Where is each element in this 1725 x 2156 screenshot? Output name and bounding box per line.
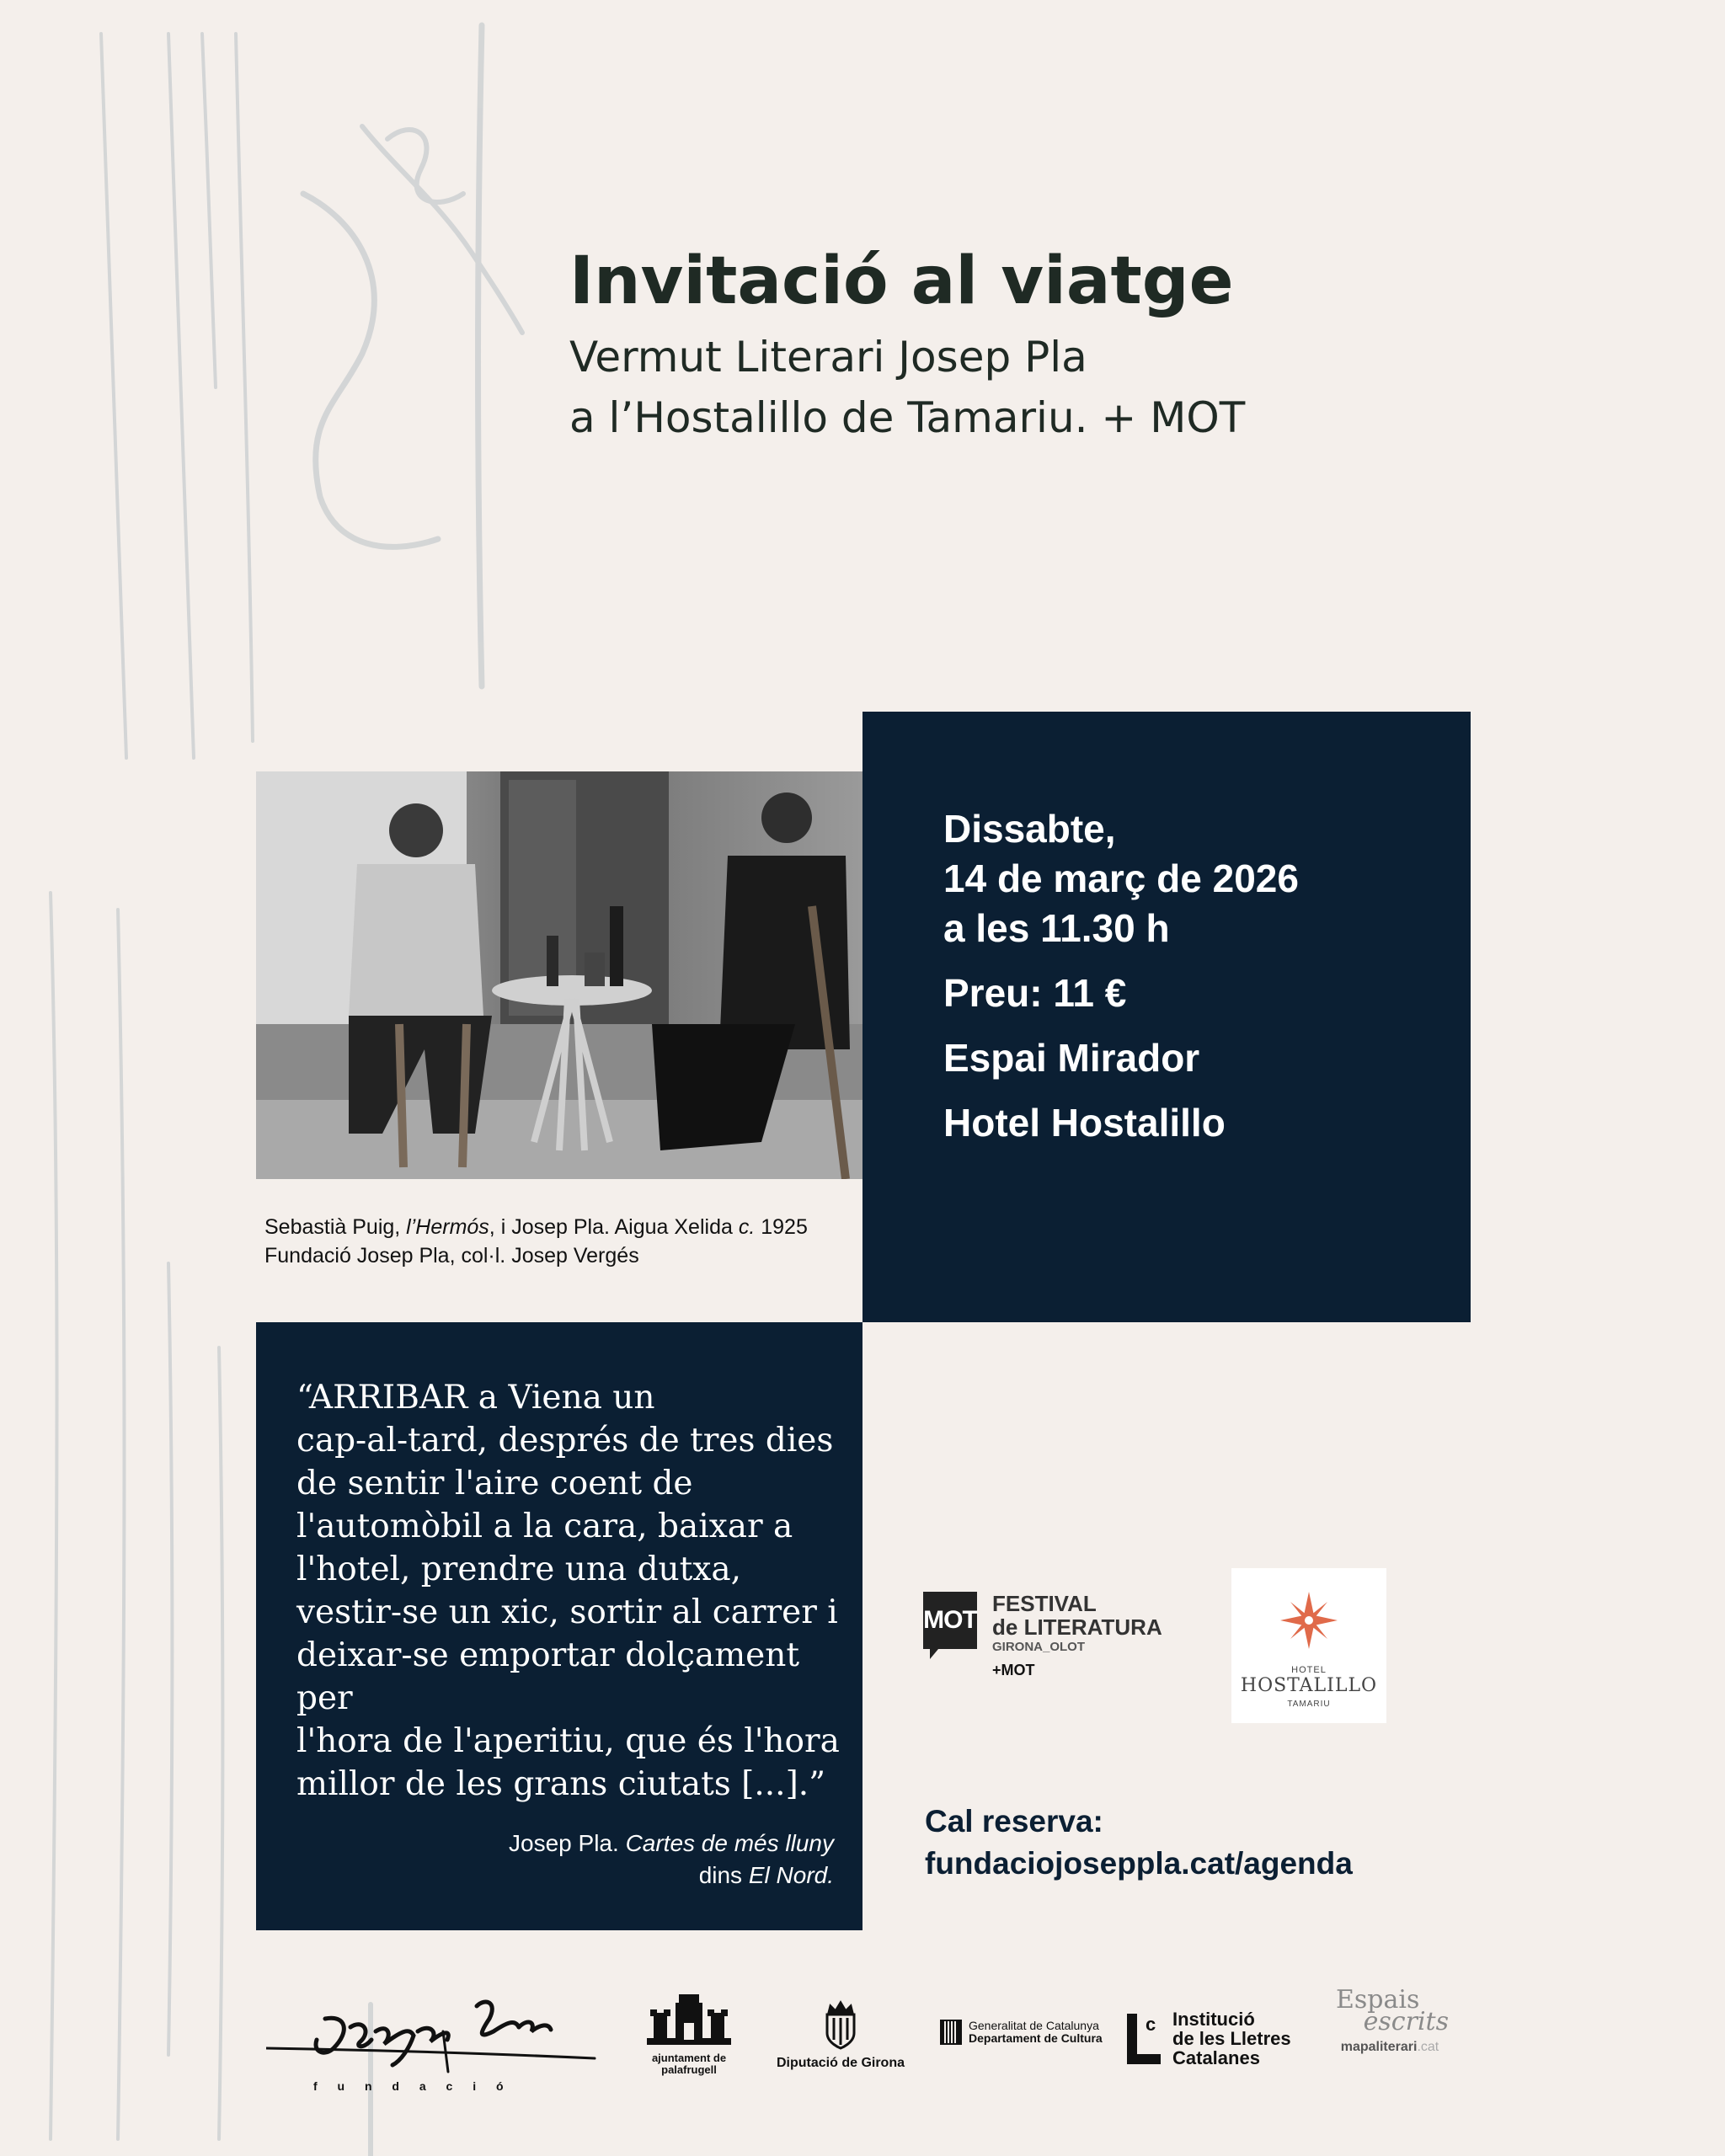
caption-text: Sebastià Puig, bbox=[264, 1215, 407, 1239]
quote-box bbox=[256, 1322, 862, 1930]
coat-of-arms-icon bbox=[815, 1999, 866, 2052]
espais-word: Espais bbox=[1336, 1985, 1420, 2015]
generalitat-line: Generalitat de Catalunya bbox=[969, 2019, 1099, 2032]
mot-mark bbox=[923, 1592, 977, 1649]
event-time: a les 11.30 h bbox=[943, 906, 1170, 950]
generalitat-emblem-icon bbox=[940, 2020, 962, 2045]
caption-line-1 bbox=[264, 1213, 808, 1241]
quote-attribution bbox=[509, 1828, 834, 1892]
photo-illustration bbox=[256, 771, 862, 1179]
quote-line: l'hotel, prendre una dutxa, bbox=[296, 1550, 741, 1588]
mot-line-1: FESTIVAL bbox=[992, 1591, 1097, 1616]
diputacio-girona-logo bbox=[773, 1999, 908, 2071]
institucio-lletres-logo bbox=[1125, 2009, 1291, 2068]
mot-text bbox=[992, 1592, 1162, 1684]
event-info-box bbox=[862, 712, 1471, 1322]
event-title: Invitació al viatge bbox=[569, 243, 1234, 319]
event-price: Preu: 11 € bbox=[943, 971, 1127, 1015]
quote-line: vestir-se un xic, sortir al carrer i bbox=[296, 1593, 838, 1631]
josep-pla-signature-icon bbox=[266, 1981, 603, 2073]
ilc-line: Catalanes bbox=[1172, 2047, 1260, 2068]
mapaliterari-suffix: .cat bbox=[1417, 2040, 1439, 2054]
mot-festival-logo bbox=[923, 1592, 1162, 1684]
mapaliterari-text: mapaliterari bbox=[1340, 2040, 1418, 2054]
reservation-link[interactable]: fundaciojoseppla.cat/agenda bbox=[925, 1846, 1353, 1881]
castle-tower-icon bbox=[647, 1994, 731, 2048]
quote-author: Josep Pla. bbox=[509, 1830, 619, 1856]
quote-line: l'automòbil a la cara, baixar a bbox=[296, 1508, 793, 1545]
svg-text:c: c bbox=[1146, 2013, 1156, 2035]
mot-line-2: de LITERATURA bbox=[992, 1614, 1162, 1640]
hotel-text bbox=[1231, 1665, 1386, 1709]
quote-line: millor de les grans ciutats [...].” bbox=[296, 1765, 826, 1803]
caption-line-2: Fundació Josep Pla, col·l. Josep Vergés bbox=[264, 1244, 639, 1267]
fundacio-label: f u n d a c i ó bbox=[313, 2079, 512, 2093]
quote-in: dins bbox=[698, 1862, 743, 1888]
diputacio-label: Diputació de Girona bbox=[776, 2056, 905, 2070]
speech-tail-icon bbox=[930, 1649, 938, 1659]
quote-source: El Nord. bbox=[748, 1862, 834, 1888]
event-details bbox=[943, 804, 1299, 1148]
hotel-place: TAMARIU bbox=[1287, 1700, 1331, 1709]
compass-star-icon bbox=[1231, 1568, 1386, 1661]
event-date: 14 de març de 2026 bbox=[943, 857, 1299, 900]
fundacio-josep-pla-logo bbox=[266, 1981, 603, 2099]
event-venue-room: Espai Mirador bbox=[943, 1036, 1200, 1080]
hotel-hostalillo-logo bbox=[1231, 1568, 1386, 1723]
ilc-line: de les Lletres bbox=[1172, 2028, 1291, 2049]
caption-italic: c. bbox=[738, 1215, 756, 1239]
subtitle-line: a l’Hostalillo de Tamariu. + MOT bbox=[569, 392, 1246, 442]
reservation-info bbox=[925, 1801, 1353, 1885]
caption-text: , i Josep Pla. Aigua Xelida bbox=[489, 1215, 739, 1239]
mot-line-3: GIRONA_OLOT bbox=[992, 1640, 1086, 1654]
ajuntament-text bbox=[638, 2052, 740, 2076]
quote-line: l'hora de l'aperitiu, que és l'hora bbox=[296, 1722, 840, 1760]
espais-escrits-text bbox=[1331, 1985, 1449, 2036]
generalitat-line: Departament de Cultura bbox=[969, 2031, 1103, 2045]
event-day: Dissabte, bbox=[943, 807, 1116, 851]
quote-work: Cartes de més lluny bbox=[625, 1830, 834, 1856]
escrits-word: escrits bbox=[1363, 2007, 1449, 2036]
ajuntament-line: palafrugell bbox=[661, 2063, 717, 2076]
quote-line: “ARRIBAR a Viena un bbox=[296, 1379, 655, 1417]
hotel-name: HOSTALILLO bbox=[1240, 1675, 1378, 1696]
title-block bbox=[569, 243, 1246, 448]
quote-line: cap-al-tard, després de tres dies bbox=[296, 1422, 834, 1460]
quote-line: deixar-se emportar dolçament per bbox=[296, 1636, 800, 1717]
generalitat-logo bbox=[940, 2020, 1103, 2045]
quote-line: de sentir l'aire coent de bbox=[296, 1465, 693, 1502]
caption-italic: l’Hermós bbox=[406, 1215, 489, 1239]
espais-escrits-logo bbox=[1331, 1985, 1449, 2055]
event-venue-hotel: Hotel Hostalillo bbox=[943, 1101, 1226, 1145]
ilc-text bbox=[1172, 2009, 1291, 2068]
quote-text bbox=[296, 1376, 852, 1806]
reservation-label: Cal reserva: bbox=[925, 1804, 1103, 1838]
event-subtitle bbox=[569, 327, 1245, 448]
ilc-monogram-icon bbox=[1125, 2012, 1162, 2066]
ajuntament-line: ajuntament de bbox=[651, 2052, 727, 2064]
caption-text: 1925 bbox=[755, 1215, 808, 1239]
photo-caption bbox=[264, 1213, 808, 1270]
mot-mark-text: MOT bbox=[923, 1606, 977, 1634]
generalitat-text bbox=[969, 2020, 1103, 2045]
hotel-small: HOTEL bbox=[1291, 1665, 1327, 1675]
historical-photo bbox=[256, 771, 862, 1179]
subtitle-line: Vermut Literari Josep Pla bbox=[569, 332, 1087, 382]
mot-line-4: +MOT bbox=[992, 1662, 1035, 1678]
mapaliterari-label bbox=[1331, 2040, 1449, 2055]
ajuntament-palafrugell-logo bbox=[638, 1994, 740, 2076]
ilc-line: Institució bbox=[1172, 2009, 1255, 2030]
